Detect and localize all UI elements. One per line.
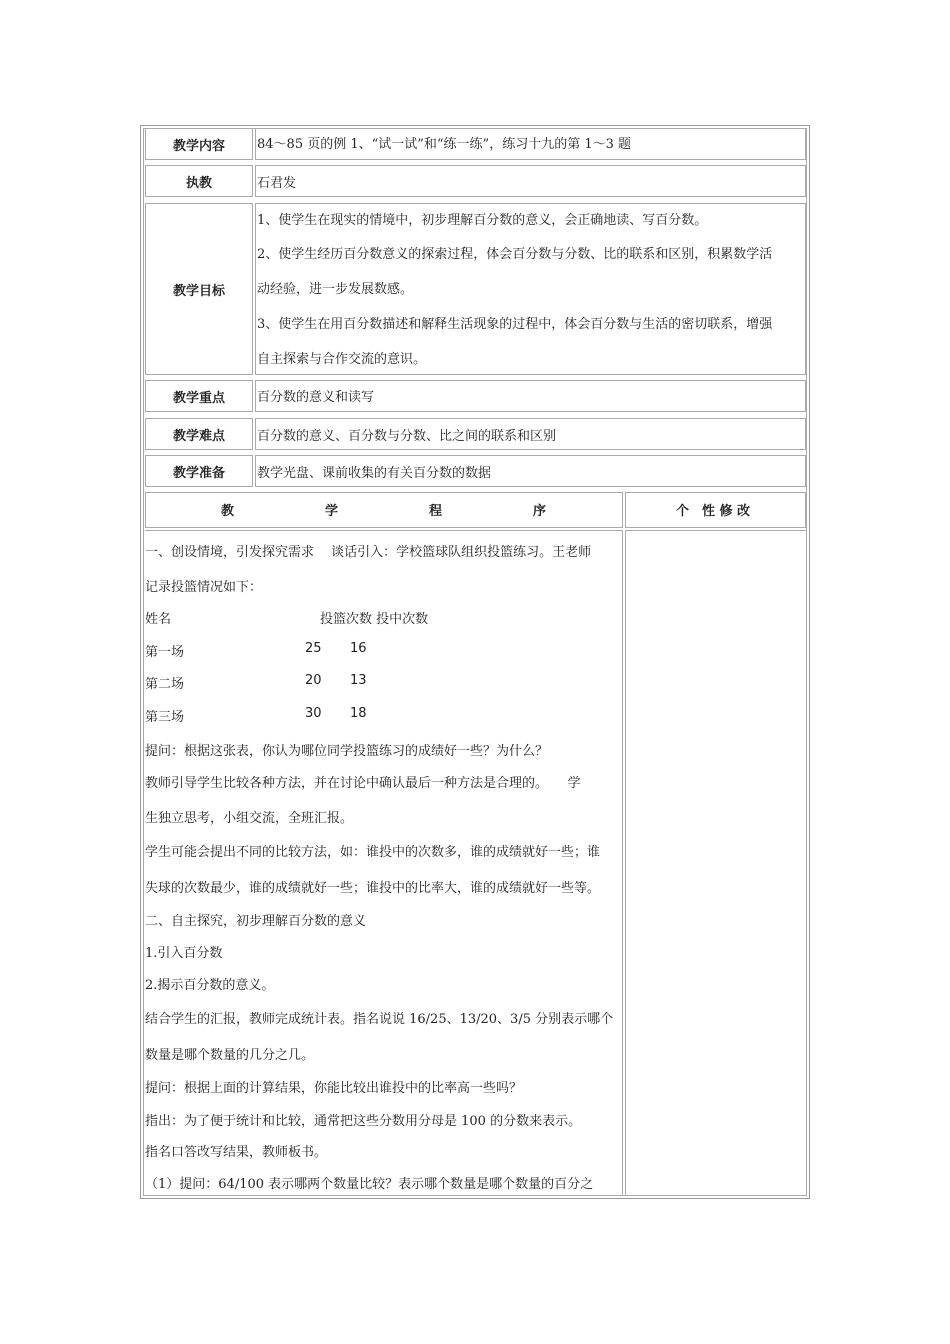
objective-line: 3、使学生在用百分数描述和解释生活现象的过程中，体会百分数与生活的密切联系，增强 bbox=[257, 317, 773, 332]
body-line: 记录投篮情况如下： bbox=[145, 580, 263, 595]
table-row-shots: 30 bbox=[305, 706, 322, 721]
label-objectives bbox=[145, 203, 253, 375]
label-content bbox=[145, 128, 253, 160]
table-row-name: 第二场 bbox=[145, 677, 185, 692]
label-text: 执教 bbox=[185, 175, 212, 191]
value-content: 84～85 页的例 1、“试一试”和“练一练”，练习十九的第 1～3 题 bbox=[257, 137, 632, 152]
program-header-char: 序 bbox=[533, 504, 547, 519]
objective-line: 动经验，进一步发展数感。 bbox=[257, 282, 414, 297]
value-difficulties: 百分数的意义、百分数与分数、比之间的联系和区别 bbox=[257, 429, 557, 444]
table-head-cols: 投篮次数 投中次数 bbox=[320, 612, 429, 627]
table-row-shots: 25 bbox=[305, 641, 322, 656]
value-teacher: 石君发 bbox=[257, 176, 297, 191]
label-text: 教学难点 bbox=[172, 428, 225, 444]
table-row-hits: 18 bbox=[350, 706, 367, 721]
body-line: 二、自主探究，初步理解百分数的意义 bbox=[145, 914, 367, 929]
label-difficulties bbox=[145, 418, 253, 450]
body-line: 指名口答改写结果，教师板书。 bbox=[145, 1145, 328, 1160]
objective-line: 2、使学生经历百分数意义的探索过程，体会百分数与分数、比的联系和区别，积累数学活 bbox=[257, 247, 773, 262]
program-header-char: 学 bbox=[325, 504, 339, 519]
body-line: 指出：为了便于统计和比较，通常把这些分数用分母是 100 的分数来表示。 bbox=[145, 1114, 582, 1129]
program-header-cell bbox=[145, 492, 623, 528]
program-header-char: 教 bbox=[221, 504, 235, 519]
label-text: 教学目标 bbox=[172, 283, 225, 299]
body-line: 教师引导学生比较各种方法，并在讨论中确认最后一种方法是合理的。 学 bbox=[145, 776, 581, 791]
table-row-shots: 20 bbox=[305, 673, 322, 688]
table-row-hits: 16 bbox=[350, 641, 367, 656]
objective-line: 自主探索与合作交流的意识。 bbox=[257, 352, 427, 367]
value-preparation: 教学光盘、课前收集的有关百分数的数据 bbox=[257, 466, 492, 481]
body-line: 数量是哪个数量的几分之几。 bbox=[145, 1048, 315, 1063]
body-line: 学生可能会提出不同的比较方法，如：谁投中的次数多，谁的成绩就好一些；谁 bbox=[145, 845, 601, 860]
objective-line: 1、使学生在现实的情境中，初步理解百分数的意义，会正确地读、写百分数。 bbox=[257, 213, 708, 228]
body-line: 提问：根据上面的计算结果，你能比较出谁投中的比率高一些吗？ bbox=[145, 1081, 523, 1096]
label-text: 教学内容 bbox=[172, 138, 225, 154]
revision-body-cell bbox=[625, 530, 806, 1196]
body-line: 2.揭示百分数的意义。 bbox=[145, 978, 275, 993]
table-head-name: 姓名 bbox=[145, 612, 172, 627]
body-line: （1）提问：64/100 表示哪两个数量比较？表示哪个数量是哪个数量的百分之 bbox=[145, 1177, 594, 1192]
body-line: 一、创设情境，引发探究需求 谈话引入：学校篮球队组织投篮练习。王老师 bbox=[145, 545, 592, 560]
body-line: 结合学生的汇报，教师完成统计表。指名说说 16/25、13/20、3/5 分别表示哪个 bbox=[145, 1012, 614, 1027]
table-row-name: 第一场 bbox=[145, 645, 185, 660]
value-key-points: 百分数的意义和读写 bbox=[257, 390, 375, 405]
label-key-points bbox=[145, 380, 253, 412]
label-preparation bbox=[145, 455, 253, 487]
body-line: 生独立思考，小组交流，全班汇报。 bbox=[145, 811, 354, 826]
body-line: 失球的次数最少，谁的成绩就好一些；谁投中的比率大，谁的成绩就好一些等。 bbox=[145, 881, 601, 896]
body-line: 提问：根据这张表，你认为哪位同学投篮练习的成绩好一些？为什么？ bbox=[145, 744, 549, 759]
label-text: 教学准备 bbox=[172, 465, 225, 481]
value-teacher-cell bbox=[255, 165, 806, 197]
revision-header: 个 性 修 改 bbox=[676, 504, 751, 519]
program-header-char: 程 bbox=[429, 504, 443, 519]
table-row-name: 第三场 bbox=[145, 710, 185, 725]
table-row-hits: 13 bbox=[350, 673, 367, 688]
label-text: 教学重点 bbox=[172, 390, 225, 406]
body-line: 1.引入百分数 bbox=[145, 946, 223, 961]
label-teacher bbox=[145, 165, 253, 197]
program-body-cell bbox=[145, 530, 623, 1196]
